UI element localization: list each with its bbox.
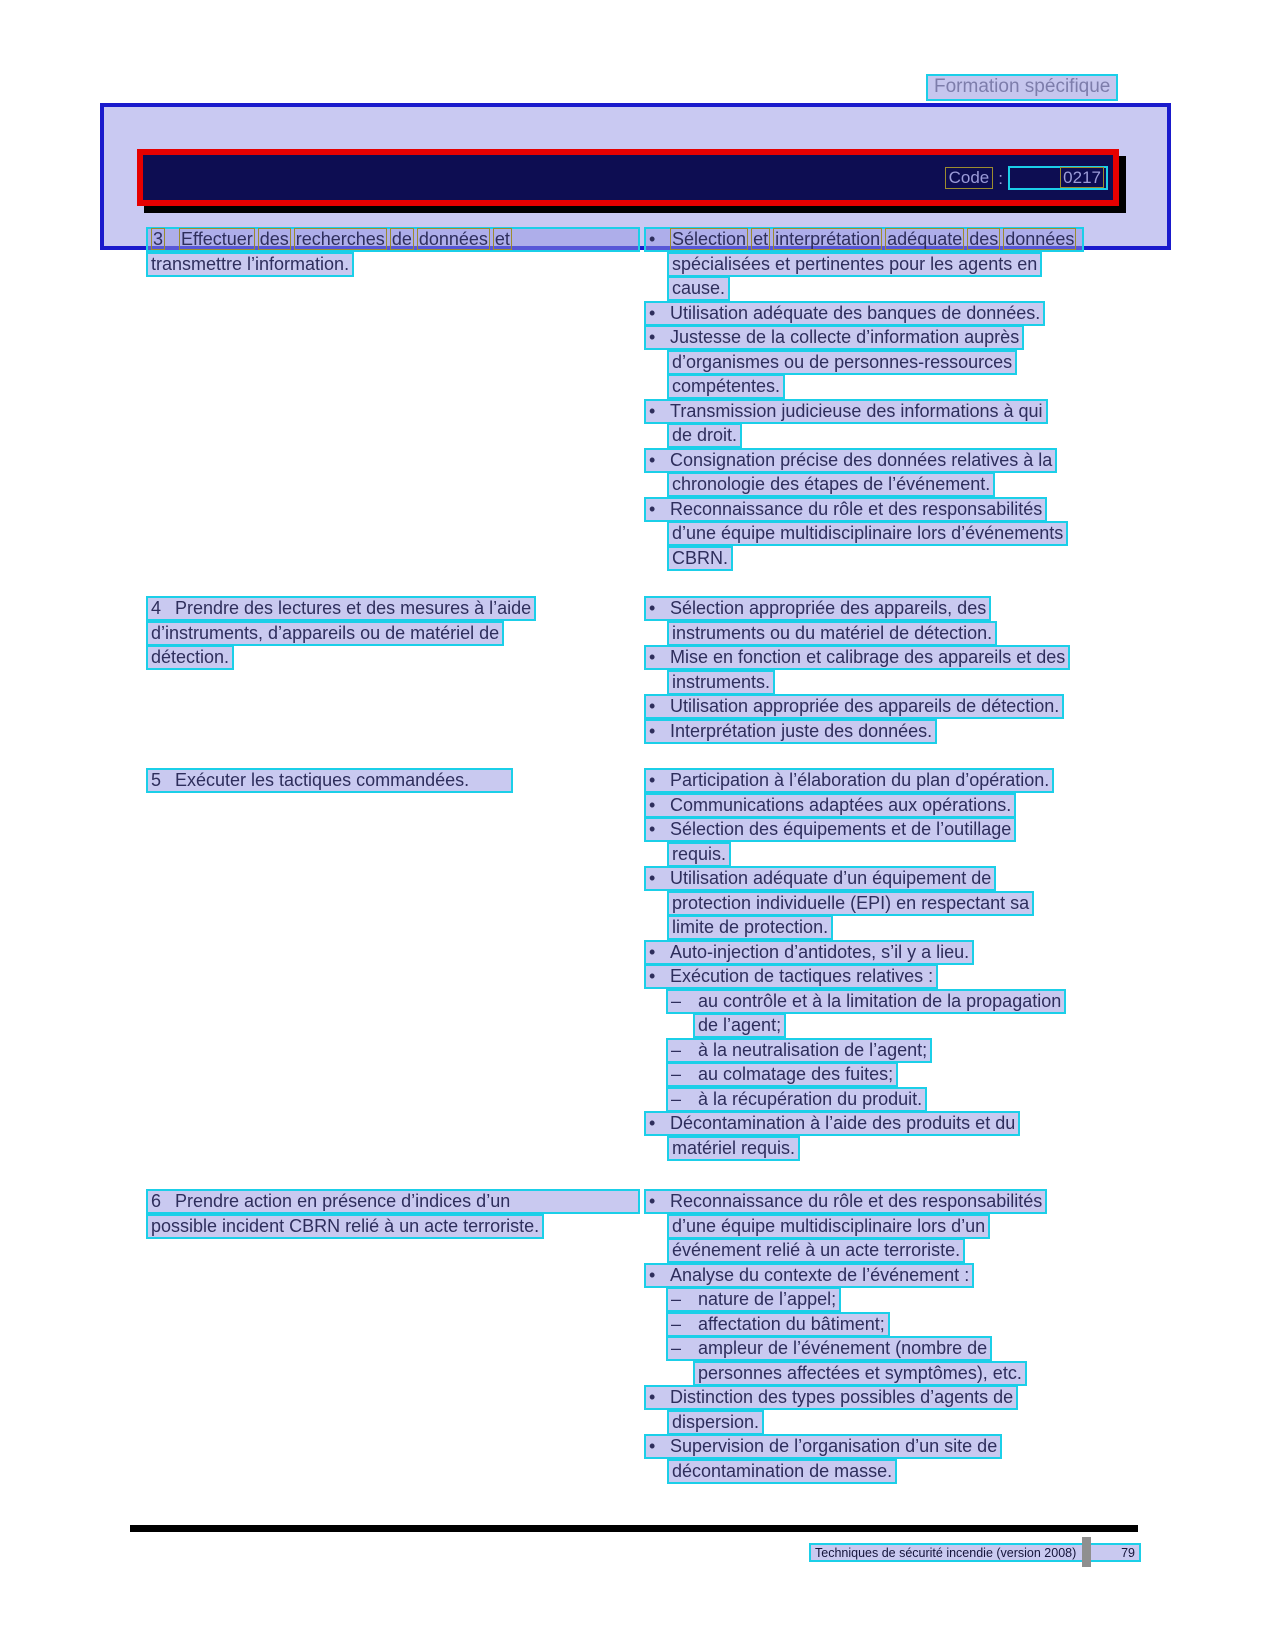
text-line <box>644 227 1204 252</box>
text-line <box>146 768 644 793</box>
word-box: données <box>1005 229 1075 249</box>
text-line <box>644 497 1204 522</box>
highlight-box: 6 Prendre action en présence d’indices d’un <box>146 1189 640 1214</box>
code-separator: : <box>998 168 1003 188</box>
text-line <box>644 1287 1204 1312</box>
text-line <box>644 546 1204 571</box>
highlight-box: 4 Prendre des lectures et des mesures à l’aide <box>146 596 536 621</box>
bullet-icon: • <box>649 868 656 888</box>
text-line <box>644 793 1204 818</box>
highlight-box: limite de protection. <box>667 915 833 940</box>
text-line <box>644 964 1204 989</box>
text-line <box>146 596 644 621</box>
highlight-box: – ampleur de l’événement (nombre de <box>666 1336 992 1361</box>
bullet-icon: • <box>649 302 656 323</box>
highlight-box: d’organismes ou de personnes-ressources <box>667 350 1017 375</box>
title-bar <box>137 149 1119 206</box>
text-line <box>644 1087 1204 1112</box>
text-line <box>644 1410 1204 1435</box>
bullet-icon: • <box>649 1191 656 1211</box>
objective-number: 4 <box>151 598 162 618</box>
highlight-box: événement relié à un acte terroriste. <box>667 1238 965 1263</box>
highlight-box: transmettre l’information. <box>146 252 354 277</box>
highlight-box: • Reconnaissance du rôle et des responsabilités <box>644 1189 1047 1214</box>
highlight-box: • Utilisation adéquate des banques de données. <box>644 301 1045 326</box>
word-box: données <box>418 229 488 249</box>
highlight-box: – au contrôle et à la limitation de la propagation <box>666 989 1066 1014</box>
text-line <box>644 940 1204 965</box>
footer-separator-bar <box>1082 1537 1091 1567</box>
highlight-box: – affectation du bâtiment; <box>666 1312 890 1337</box>
highlight-box: matériel requis. <box>667 1136 800 1161</box>
highlight-box: de droit. <box>667 423 742 448</box>
text-line <box>644 1312 1204 1337</box>
page-header-text: Formation spécifique <box>926 74 1118 101</box>
word-box: de <box>391 229 412 249</box>
highlight-box: • Utilisation appropriée des appareils de détection. <box>644 694 1064 719</box>
footer-document-title: Techniques de sécurité incendie (version 2008) <box>815 1545 1077 1560</box>
highlight-box: • Mise en fonction et calibrage des appareils et des <box>644 645 1070 670</box>
text-line <box>644 670 1204 695</box>
highlight-box <box>644 227 1084 252</box>
text-line <box>644 521 1204 546</box>
highlight-box: de l’agent; <box>693 1013 786 1038</box>
table-row <box>146 768 1204 1160</box>
word-box: recherches <box>295 229 385 249</box>
text-line <box>146 645 644 670</box>
text-line <box>644 399 1204 424</box>
word-box: Sélection <box>672 229 747 249</box>
dash-icon: – <box>671 1313 682 1334</box>
word-box: des <box>969 229 999 249</box>
text-line <box>644 325 1204 350</box>
text-line <box>146 227 644 252</box>
text-line <box>644 448 1204 473</box>
word-box: adéquate <box>887 229 963 249</box>
text-line <box>644 472 1204 497</box>
text-line <box>644 1336 1204 1361</box>
text-line <box>644 842 1204 867</box>
text-line <box>644 1214 1204 1239</box>
highlight-box: possible incident CBRN relié à un acte terroriste. <box>146 1214 544 1239</box>
highlight-box: chronologie des étapes de l’événement. <box>667 472 995 497</box>
highlight-box: compétentes. <box>667 374 785 399</box>
text-line <box>644 891 1204 916</box>
page-header <box>926 74 1118 101</box>
text-line <box>644 1038 1204 1063</box>
criteria-cell <box>644 768 1204 1160</box>
text-line <box>644 694 1204 719</box>
bullet-icon: • <box>649 400 656 421</box>
text-line <box>146 1214 644 1239</box>
bullet-icon: • <box>649 696 656 716</box>
text-line <box>644 1111 1204 1136</box>
highlight-box: protection individuelle (EPI) en respectant sa <box>667 891 1034 916</box>
table-row <box>146 1189 1204 1483</box>
highlight-box: • Consignation précise des données relatives à la <box>644 448 1057 473</box>
code-label: Code <box>945 167 994 189</box>
highlight-box: • Utilisation adéquate d’un équipement de <box>644 866 996 891</box>
text-line <box>146 1189 644 1214</box>
highlight-box: requis. <box>667 842 731 867</box>
bullet-icon: • <box>649 498 656 519</box>
code-value-box <box>1008 166 1108 190</box>
bullet-icon: • <box>649 720 656 741</box>
highlight-box: • Analyse du contexte de l’événement : <box>644 1263 974 1288</box>
word-box: des <box>259 229 289 249</box>
highlight-box: – à la récupération du produit. <box>666 1087 927 1112</box>
text-line <box>644 621 1204 646</box>
text-line <box>644 1238 1204 1263</box>
bullet-icon: • <box>649 794 656 815</box>
highlight-box: instruments. <box>667 670 775 695</box>
bullet-icon: • <box>649 770 656 790</box>
highlight-box: • Distinction des types possibles d’agents de <box>644 1385 1018 1410</box>
highlight-box <box>146 227 640 252</box>
text-line <box>644 1434 1204 1459</box>
highlight-box: • Sélection appropriée des appareils, des <box>644 596 991 621</box>
criteria-cell <box>644 1189 1204 1483</box>
text-line <box>644 719 1204 744</box>
highlight-box: 5 Exécuter les tactiques commandées. <box>146 768 513 793</box>
objective-cell <box>146 596 644 743</box>
text-line <box>644 817 1204 842</box>
highlight-box: personnes affectées et symptômes), etc. <box>693 1361 1027 1386</box>
text-line <box>644 1361 1204 1386</box>
highlight-box: • Exécution de tactiques relatives : <box>644 964 938 989</box>
highlight-box: détection. <box>146 645 234 670</box>
highlight-box: dispersion. <box>667 1410 764 1435</box>
text-line <box>644 1385 1204 1410</box>
objective-cell <box>146 768 644 1160</box>
highlight-box: d’une équipe multidisciplinaire lors d’un <box>667 1214 990 1239</box>
word-box: et <box>753 229 769 249</box>
highlight-box: • Décontamination à l’aide des produits et du <box>644 1111 1020 1136</box>
table-row <box>146 227 1204 570</box>
highlight-box: CBRN. <box>667 546 733 571</box>
highlight-box: – nature de l’appel; <box>666 1287 841 1312</box>
text-line <box>644 1062 1204 1087</box>
text-line <box>644 1459 1204 1484</box>
highlight-box: • Sélection des équipements et de l’outillage <box>644 817 1016 842</box>
dash-icon: – <box>671 1338 682 1358</box>
bullet-icon: • <box>649 819 656 839</box>
code-value: 0217 <box>1060 167 1104 188</box>
criteria-cell <box>644 596 1204 743</box>
bullet-icon: • <box>649 229 656 249</box>
highlight-box: • Participation à l’élaboration du plan d’opération. <box>644 768 1054 793</box>
highlight-box: • Auto-injection d’antidotes, s’il y a lieu. <box>644 940 974 965</box>
text-line <box>644 768 1204 793</box>
objective-cell <box>146 1189 644 1483</box>
highlight-box: instruments ou du matériel de détection. <box>667 621 997 646</box>
objective-cell <box>146 227 644 570</box>
criteria-cell <box>644 227 1204 570</box>
highlight-box: – à la neutralisation de l’agent; <box>666 1038 932 1063</box>
text-line <box>146 252 644 277</box>
objective-number: 5 <box>151 770 162 790</box>
highlight-box: décontamination de masse. <box>667 1459 897 1484</box>
text-line <box>644 645 1204 670</box>
highlight-box: • Communications adaptées aux opérations. <box>644 793 1016 818</box>
bullet-icon: • <box>649 327 656 347</box>
text-line <box>644 1013 1204 1038</box>
word-box: Effectuer <box>181 229 253 249</box>
text-line <box>644 276 1204 301</box>
bullet-icon: • <box>649 1387 656 1407</box>
dash-icon: – <box>671 1088 682 1109</box>
highlight-box: cause. <box>667 276 730 301</box>
word-box: et <box>494 229 510 249</box>
bullet-icon: • <box>649 1436 656 1456</box>
text-line <box>644 1263 1204 1288</box>
bullet-icon: • <box>649 647 656 667</box>
bullet-icon: • <box>649 1113 656 1133</box>
highlight-box: spécialisées et pertinentes pour les agents en <box>667 252 1042 277</box>
code-row <box>945 166 1108 190</box>
footer <box>809 1543 1141 1562</box>
highlight-box: • Justesse de la collecte d’information auprès <box>644 325 1024 350</box>
bullet-icon: • <box>649 598 656 618</box>
bullet-icon: • <box>649 1264 656 1285</box>
text-line <box>644 423 1204 448</box>
dash-icon: – <box>671 1039 682 1060</box>
dash-icon: – <box>671 990 682 1011</box>
highlight-box: d’instruments, d’appareils ou de matériel de <box>146 621 504 646</box>
footer-rule <box>130 1525 1138 1532</box>
text-line <box>644 866 1204 891</box>
dash-icon: – <box>671 1289 682 1309</box>
word-box: interprétation <box>775 229 881 249</box>
text-line <box>644 989 1204 1014</box>
bullet-icon: • <box>649 966 656 986</box>
text-line <box>146 621 644 646</box>
text-line <box>644 1136 1204 1161</box>
text-line <box>644 596 1204 621</box>
table-row <box>146 596 1204 743</box>
highlight-box: – au colmatage des fuites; <box>666 1062 898 1087</box>
competency-table <box>146 227 1204 1483</box>
text-line <box>644 252 1204 277</box>
dash-icon: – <box>671 1064 682 1084</box>
bullet-icon: • <box>649 449 656 470</box>
highlight-box: • Transmission judicieuse des informations à qui <box>644 399 1048 424</box>
text-line <box>644 915 1204 940</box>
text-line <box>644 1189 1204 1214</box>
text-line <box>644 301 1204 326</box>
highlight-box: • Reconnaissance du rôle et des responsabilités <box>644 497 1047 522</box>
footer-page-number: 79 <box>1121 1545 1135 1560</box>
objective-number: 3 <box>153 229 164 249</box>
text-line <box>644 374 1204 399</box>
text-line <box>644 350 1204 375</box>
highlight-box: d’une équipe multidisciplinaire lors d’événements <box>667 521 1068 546</box>
highlight-box: • Interprétation juste des données. <box>644 719 937 744</box>
highlight-box: • Supervision de l’organisation d’un site de <box>644 1434 1002 1459</box>
bullet-icon: • <box>649 941 656 962</box>
objective-number: 6 <box>151 1191 162 1211</box>
